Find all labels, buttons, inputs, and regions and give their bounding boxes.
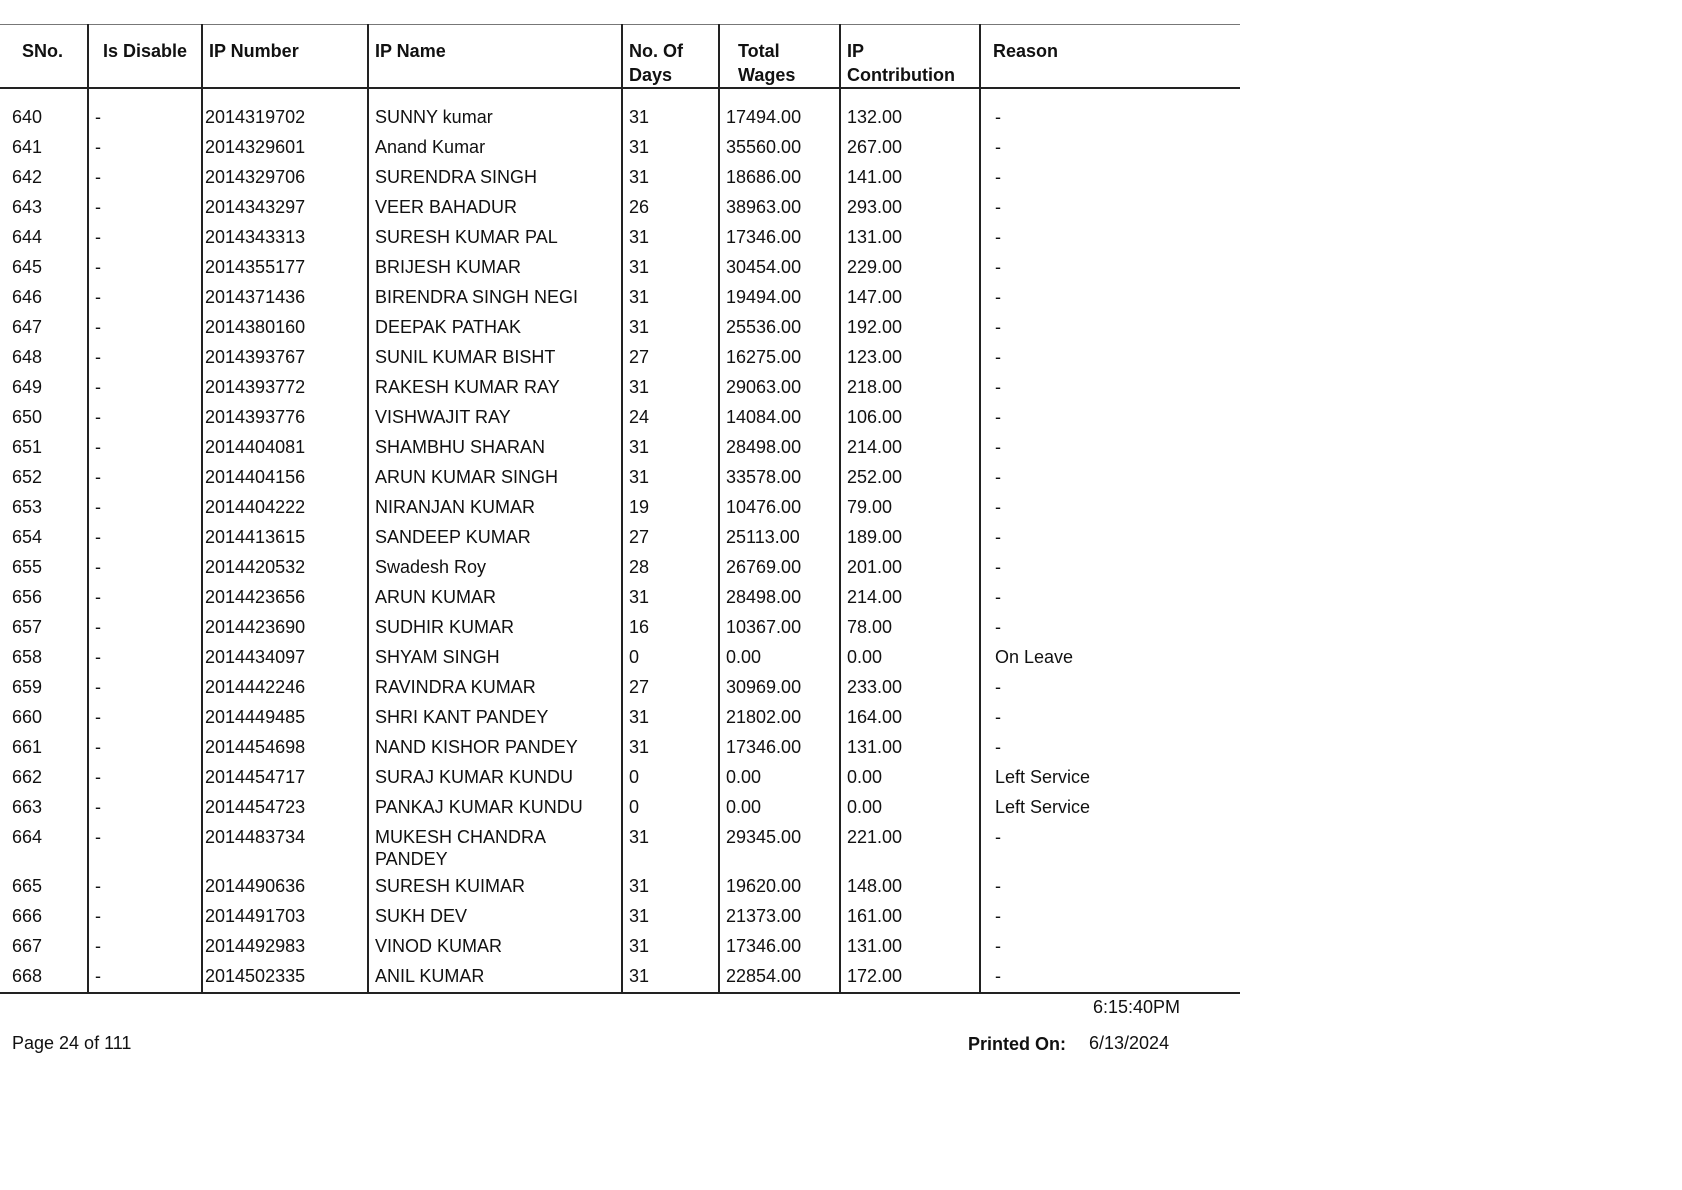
- cell-reason: -: [980, 161, 1240, 191]
- cell-is-disable: -: [88, 311, 202, 341]
- cell-ip-contribution: 131.00: [840, 930, 980, 960]
- cell-is-disable: -: [88, 281, 202, 311]
- cell-reason: -: [980, 581, 1240, 611]
- cell-ip-name: Anand Kumar: [368, 131, 622, 161]
- cell-is-disable: -: [88, 371, 202, 401]
- cell-ip-contribution: 0.00: [840, 641, 980, 671]
- cell-ip-name: SHAMBHU SHARAN: [368, 431, 622, 461]
- table-row: [0, 960, 1240, 993]
- cell-sno: 656: [12, 587, 43, 607]
- cell-total-wages: 14084.00: [719, 401, 840, 431]
- cell-is-disable: -: [88, 491, 202, 521]
- cell-total-wages: 21802.00: [719, 701, 840, 731]
- cell-ip-number: 2014434097: [202, 641, 368, 671]
- cell-ip-number: 2014380160: [202, 311, 368, 341]
- cell-total-wages: 19494.00: [719, 281, 840, 311]
- cell-ip-number: 2014393767: [202, 341, 368, 371]
- cell-total-wages: 28498.00: [719, 581, 840, 611]
- cell-is-disable: -: [88, 900, 202, 930]
- cell-ip-number: 2014423656: [202, 581, 368, 611]
- cell-ip-name: VEER BAHADUR: [368, 191, 622, 221]
- header-gap: [0, 88, 1240, 101]
- cell-reason: Left Service: [980, 791, 1240, 821]
- cell-no-of-days: 31: [622, 311, 719, 341]
- cell-sno: 665: [12, 876, 43, 896]
- header-no-of-days: No. Of Days: [622, 25, 719, 89]
- cell-is-disable: -: [88, 870, 202, 900]
- cell-reason: -: [980, 611, 1240, 641]
- cell-ip-name: SHRI KANT PANDEY: [368, 701, 622, 731]
- cell-sno: 664: [12, 827, 43, 847]
- cell-ip-name: BRIJESH KUMAR: [368, 251, 622, 281]
- cell-reason: -: [980, 281, 1240, 311]
- cell-no-of-days: 31: [622, 731, 719, 761]
- cell-ip-contribution: 229.00: [840, 251, 980, 281]
- cell-ip-contribution: 132.00: [840, 101, 980, 131]
- cell-reason: -: [980, 821, 1240, 870]
- cell-total-wages: 30454.00: [719, 251, 840, 281]
- cell-ip-number: 2014319702: [202, 101, 368, 131]
- table-row: [0, 611, 1240, 641]
- cell-is-disable: -: [88, 191, 202, 221]
- cell-no-of-days: 31: [622, 461, 719, 491]
- cell-ip-name: ANIL KUMAR: [368, 960, 622, 993]
- cell-no-of-days: 31: [622, 930, 719, 960]
- cell-no-of-days: 31: [622, 221, 719, 251]
- table-row: [0, 461, 1240, 491]
- cell-sno: 667: [12, 936, 43, 956]
- cell-reason: -: [980, 870, 1240, 900]
- cell-total-wages: 17346.00: [719, 731, 840, 761]
- cell-total-wages: 28498.00: [719, 431, 840, 461]
- table-row: [0, 731, 1240, 761]
- cell-total-wages: 38963.00: [719, 191, 840, 221]
- cell-sno: 647: [12, 317, 43, 337]
- cell-reason: Left Service: [980, 761, 1240, 791]
- cell-ip-contribution: 131.00: [840, 221, 980, 251]
- cell-total-wages: 29345.00: [719, 821, 840, 870]
- cell-ip-number: 2014404156: [202, 461, 368, 491]
- cell-is-disable: -: [88, 791, 202, 821]
- cell-total-wages: 33578.00: [719, 461, 840, 491]
- header-ip-name: IP Name: [368, 25, 622, 89]
- cell-ip-name: SURENDRA SINGH: [368, 161, 622, 191]
- cell-no-of-days: 0: [622, 761, 719, 791]
- cell-ip-number: 2014343313: [202, 221, 368, 251]
- cell-ip-number: 2014454717: [202, 761, 368, 791]
- cell-sno: 650: [12, 407, 43, 427]
- cell-is-disable: -: [88, 581, 202, 611]
- cell-no-of-days: 28: [622, 551, 719, 581]
- cell-ip-number: 2014490636: [202, 870, 368, 900]
- cell-no-of-days: 31: [622, 870, 719, 900]
- printed-on-label: Printed On:: [968, 1034, 1066, 1054]
- contribution-table: [0, 24, 1240, 994]
- cell-reason: -: [980, 371, 1240, 401]
- table-row: [0, 581, 1240, 611]
- cell-ip-number: 2014491703: [202, 900, 368, 930]
- cell-ip-number: 2014371436: [202, 281, 368, 311]
- cell-is-disable: -: [88, 101, 202, 131]
- cell-ip-name: BIRENDRA SINGH NEGI: [368, 281, 622, 311]
- cell-ip-number: 2014449485: [202, 701, 368, 731]
- cell-total-wages: 0.00: [719, 791, 840, 821]
- cell-reason: -: [980, 311, 1240, 341]
- cell-no-of-days: 31: [622, 701, 719, 731]
- cell-ip-contribution: 164.00: [840, 701, 980, 731]
- cell-reason: -: [980, 221, 1240, 251]
- cell-ip-name: SUNNY kumar: [368, 101, 622, 131]
- cell-reason: -: [980, 191, 1240, 221]
- cell-is-disable: -: [88, 551, 202, 581]
- cell-sno: 666: [12, 906, 43, 926]
- cell-ip-contribution: 233.00: [840, 671, 980, 701]
- cell-sno: 662: [12, 767, 43, 787]
- cell-ip-name: NIRANJAN KUMAR: [368, 491, 622, 521]
- cell-ip-contribution: 172.00: [840, 960, 980, 993]
- printed-time: 6:15:40PM: [1093, 997, 1181, 1017]
- cell-ip-contribution: 147.00: [840, 281, 980, 311]
- cell-reason: -: [980, 101, 1240, 131]
- page-number: Page 24 of 111: [12, 1033, 132, 1053]
- cell-ip-name: RAKESH KUMAR RAY: [368, 371, 622, 401]
- table-row: [0, 671, 1240, 701]
- cell-reason: -: [980, 131, 1240, 161]
- cell-ip-name: SUNIL KUMAR BISHT: [368, 341, 622, 371]
- cell-no-of-days: 0: [622, 641, 719, 671]
- table-row: [0, 281, 1240, 311]
- cell-ip-contribution: 123.00: [840, 341, 980, 371]
- cell-no-of-days: 31: [622, 821, 719, 870]
- cell-no-of-days: 27: [622, 341, 719, 371]
- table-row: [0, 221, 1240, 251]
- table-row: [0, 870, 1240, 900]
- cell-is-disable: -: [88, 131, 202, 161]
- cell-no-of-days: 27: [622, 671, 719, 701]
- cell-total-wages: 25536.00: [719, 311, 840, 341]
- header-is-disable: Is Disable: [88, 25, 202, 89]
- table-header: [0, 25, 1240, 89]
- cell-ip-number: 2014404222: [202, 491, 368, 521]
- cell-sno: 658: [12, 647, 43, 667]
- cell-ip-name: SUDHIR KUMAR: [368, 611, 622, 641]
- cell-ip-number: 2014483734: [202, 821, 368, 870]
- cell-is-disable: -: [88, 611, 202, 641]
- cell-no-of-days: 24: [622, 401, 719, 431]
- cell-sno: 654: [12, 527, 43, 547]
- cell-sno: 642: [12, 167, 43, 187]
- cell-ip-name: VISHWAJIT RAY: [368, 401, 622, 431]
- cell-sno: 649: [12, 377, 43, 397]
- cell-no-of-days: 31: [622, 281, 719, 311]
- cell-no-of-days: 26: [622, 191, 719, 221]
- cell-total-wages: 17494.00: [719, 101, 840, 131]
- cell-is-disable: -: [88, 431, 202, 461]
- cell-no-of-days: 31: [622, 900, 719, 930]
- table-row: [0, 401, 1240, 431]
- cell-ip-contribution: 214.00: [840, 581, 980, 611]
- cell-is-disable: -: [88, 930, 202, 960]
- cell-sno: 668: [0, 960, 88, 993]
- cell-ip-name: ARUN KUMAR: [368, 581, 622, 611]
- cell-total-wages: 29063.00: [719, 371, 840, 401]
- cell-is-disable: -: [88, 161, 202, 191]
- cell-total-wages: 10476.00: [719, 491, 840, 521]
- header-ip-contribution: IP Contribution: [840, 25, 980, 89]
- cell-ip-name: SURAJ KUMAR KUNDU: [368, 761, 622, 791]
- table-row: [0, 761, 1240, 791]
- cell-is-disable: -: [88, 821, 202, 870]
- cell-ip-name: SUKH DEV: [368, 900, 622, 930]
- header-reason: Reason: [980, 25, 1240, 89]
- cell-ip-name: DEEPAK PATHAK: [368, 311, 622, 341]
- cell-ip-contribution: 141.00: [840, 161, 980, 191]
- table-row: [0, 101, 1240, 131]
- cell-reason: -: [980, 251, 1240, 281]
- cell-is-disable: -: [88, 521, 202, 551]
- table-row: [0, 431, 1240, 461]
- table-row: [0, 311, 1240, 341]
- cell-is-disable: -: [88, 461, 202, 491]
- cell-no-of-days: 31: [622, 431, 719, 461]
- cell-ip-number: 2014343297: [202, 191, 368, 221]
- table-row: [0, 641, 1240, 671]
- cell-is-disable: -: [88, 221, 202, 251]
- cell-is-disable: -: [88, 761, 202, 791]
- cell-reason: -: [980, 341, 1240, 371]
- cell-total-wages: 35560.00: [719, 131, 840, 161]
- cell-is-disable: -: [88, 251, 202, 281]
- cell-sno: 648: [12, 347, 43, 367]
- cell-ip-contribution: 0.00: [840, 791, 980, 821]
- cell-is-disable: -: [88, 641, 202, 671]
- cell-ip-contribution: 267.00: [840, 131, 980, 161]
- cell-sno: 653: [12, 497, 43, 517]
- cell-ip-name: SANDEEP KUMAR: [368, 521, 622, 551]
- cell-ip-name: NAND KISHOR PANDEY: [368, 731, 622, 761]
- cell-reason: -: [980, 731, 1240, 761]
- cell-reason: -: [980, 960, 1240, 993]
- header-total-wages: Total Wages: [719, 25, 840, 89]
- cell-total-wages: 21373.00: [719, 900, 840, 930]
- table-body: [0, 88, 1240, 993]
- cell-no-of-days: 31: [622, 161, 719, 191]
- table-row: [0, 251, 1240, 281]
- cell-ip-name: ARUN KUMAR SINGH: [368, 461, 622, 491]
- cell-is-disable: -: [88, 401, 202, 431]
- cell-ip-contribution: 161.00: [840, 900, 980, 930]
- cell-sno: 646: [12, 287, 43, 307]
- cell-ip-contribution: 189.00: [840, 521, 980, 551]
- cell-ip-contribution: 131.00: [840, 731, 980, 761]
- cell-sno: 663: [12, 797, 43, 817]
- cell-total-wages: 25113.00: [719, 521, 840, 551]
- cell-reason: On Leave: [980, 641, 1240, 671]
- cell-ip-number: 2014413615: [202, 521, 368, 551]
- cell-sno: 652: [12, 467, 43, 487]
- cell-ip-number: 2014393776: [202, 401, 368, 431]
- table-row: [0, 131, 1240, 161]
- cell-ip-number: 2014454723: [202, 791, 368, 821]
- cell-ip-contribution: 221.00: [840, 821, 980, 870]
- cell-ip-number: 2014329601: [202, 131, 368, 161]
- cell-ip-contribution: 148.00: [840, 870, 980, 900]
- cell-sno: 651: [12, 437, 43, 457]
- cell-is-disable: -: [88, 960, 202, 993]
- cell-reason: -: [980, 401, 1240, 431]
- cell-sno: 641: [12, 137, 43, 157]
- cell-ip-contribution: 106.00: [840, 401, 980, 431]
- cell-is-disable: -: [88, 731, 202, 761]
- cell-no-of-days: 16: [622, 611, 719, 641]
- cell-ip-name: SHYAM SINGH: [368, 641, 622, 671]
- table-row: [0, 491, 1240, 521]
- cell-ip-name: VINOD KUMAR: [368, 930, 622, 960]
- table-row: [0, 821, 1240, 870]
- cell-is-disable: -: [88, 341, 202, 371]
- cell-total-wages: 0.00: [719, 641, 840, 671]
- cell-ip-number: 2014442246: [202, 671, 368, 701]
- cell-ip-number: 2014492983: [202, 930, 368, 960]
- cell-ip-contribution: 79.00: [840, 491, 980, 521]
- cell-no-of-days: 31: [622, 131, 719, 161]
- cell-sno: 660: [12, 707, 43, 727]
- cell-ip-number: 2014423690: [202, 611, 368, 641]
- cell-sno: 655: [12, 557, 43, 577]
- cell-ip-contribution: 214.00: [840, 431, 980, 461]
- cell-ip-number: 2014393772: [202, 371, 368, 401]
- table-row: [0, 161, 1240, 191]
- cell-ip-contribution: 252.00: [840, 461, 980, 491]
- cell-is-disable: -: [88, 701, 202, 731]
- cell-ip-number: 2014454698: [202, 731, 368, 761]
- cell-ip-contribution: 218.00: [840, 371, 980, 401]
- cell-total-wages: 0.00: [719, 761, 840, 791]
- table-row: [0, 900, 1240, 930]
- cell-sno: 657: [12, 617, 43, 637]
- table-row: [0, 341, 1240, 371]
- table-row: [0, 371, 1240, 401]
- table-row: [0, 521, 1240, 551]
- cell-reason: -: [980, 461, 1240, 491]
- cell-ip-contribution: 201.00: [840, 551, 980, 581]
- cell-ip-contribution: 78.00: [840, 611, 980, 641]
- cell-reason: -: [980, 671, 1240, 701]
- cell-reason: -: [980, 900, 1240, 930]
- cell-sno: 640: [12, 107, 43, 127]
- cell-no-of-days: 31: [622, 581, 719, 611]
- cell-total-wages: 26769.00: [719, 551, 840, 581]
- table-row: [0, 791, 1240, 821]
- cell-total-wages: 18686.00: [719, 161, 840, 191]
- contribution-report: [0, 24, 1240, 994]
- cell-sno: 643: [12, 197, 43, 217]
- cell-ip-name: MUKESH CHANDRA PANDEY: [368, 821, 622, 870]
- cell-total-wages: 16275.00: [719, 341, 840, 371]
- cell-reason: -: [980, 491, 1240, 521]
- cell-no-of-days: 0: [622, 791, 719, 821]
- cell-total-wages: 17346.00: [719, 930, 840, 960]
- cell-reason: -: [980, 701, 1240, 731]
- cell-total-wages: 30969.00: [719, 671, 840, 701]
- cell-ip-contribution: 0.00: [840, 761, 980, 791]
- cell-no-of-days: 31: [622, 960, 719, 993]
- cell-ip-number: 2014420532: [202, 551, 368, 581]
- table-row: [0, 930, 1240, 960]
- cell-is-disable: -: [88, 671, 202, 701]
- cell-ip-number: 2014329706: [202, 161, 368, 191]
- cell-ip-name: PANKAJ KUMAR KUNDU: [368, 791, 622, 821]
- cell-no-of-days: 31: [622, 371, 719, 401]
- cell-ip-contribution: 293.00: [840, 191, 980, 221]
- cell-reason: -: [980, 521, 1240, 551]
- cell-sno: 661: [12, 737, 43, 757]
- cell-reason: -: [980, 431, 1240, 461]
- page-footer: [0, 990, 1240, 1060]
- cell-total-wages: 17346.00: [719, 221, 840, 251]
- cell-ip-name: SURESH KUMAR PAL: [368, 221, 622, 251]
- table-row: [0, 191, 1240, 221]
- cell-no-of-days: 31: [622, 101, 719, 131]
- cell-reason: -: [980, 930, 1240, 960]
- cell-sno: 659: [12, 677, 43, 697]
- cell-no-of-days: 27: [622, 521, 719, 551]
- header-ip-number: IP Number: [202, 25, 368, 89]
- cell-reason: -: [980, 551, 1240, 581]
- cell-no-of-days: 31: [622, 251, 719, 281]
- cell-ip-name: SURESH KUIMAR: [368, 870, 622, 900]
- cell-ip-name: Swadesh Roy: [368, 551, 622, 581]
- cell-ip-contribution: 192.00: [840, 311, 980, 341]
- cell-ip-number: 2014404081: [202, 431, 368, 461]
- cell-ip-name: RAVINDRA KUMAR: [368, 671, 622, 701]
- table-row: [0, 701, 1240, 731]
- cell-total-wages: 19620.00: [719, 870, 840, 900]
- cell-total-wages: 22854.00: [719, 960, 840, 993]
- printed-date: 6/13/2024: [1089, 1033, 1170, 1053]
- table-row: [0, 551, 1240, 581]
- cell-total-wages: 10367.00: [719, 611, 840, 641]
- cell-sno: 645: [12, 257, 43, 277]
- cell-no-of-days: 19: [622, 491, 719, 521]
- cell-sno: 644: [12, 227, 43, 247]
- cell-ip-number: 2014355177: [202, 251, 368, 281]
- header-sno: SNo.: [0, 25, 88, 89]
- cell-ip-number: 2014502335: [202, 960, 368, 993]
